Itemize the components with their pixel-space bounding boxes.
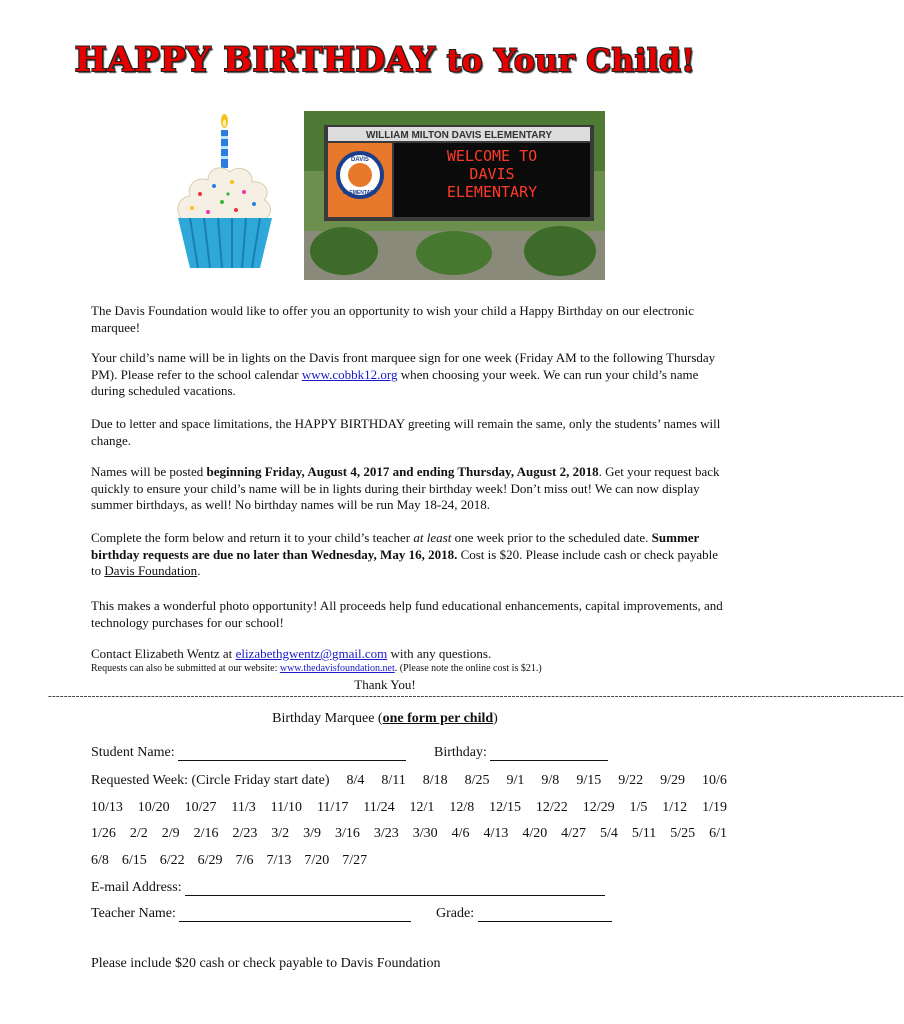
paragraph-website-text-a: Requests can also be submitted at our website: — [91, 663, 280, 674]
paragraph-contact — [91, 646, 731, 663]
week-option[interactable]: 9/29 — [660, 773, 685, 788]
week-option[interactable]: 2/2 — [129, 826, 148, 841]
teacher-row — [91, 906, 411, 922]
week-option[interactable]: 4/20 — [522, 826, 548, 841]
week-option[interactable]: 10/27 — [184, 800, 217, 815]
paragraph-contact-text-a: Contact Elizabeth Wentz at — [91, 646, 236, 661]
week-option[interactable]: 8/4 — [346, 773, 365, 788]
week-option[interactable]: 10/6 — [701, 773, 727, 788]
week-option[interactable]: 9/22 — [618, 773, 644, 788]
grade-row — [436, 906, 612, 922]
teacher-label: Teacher Name: — [91, 906, 176, 921]
week-row-4 — [91, 853, 727, 869]
week-option[interactable]: 12/8 — [449, 800, 475, 815]
week-option[interactable]: 7/6 — [235, 853, 254, 868]
week-row-2 — [91, 800, 727, 816]
week-option[interactable]: 8/25 — [464, 773, 490, 788]
week-option[interactable]: 6/8 — [91, 853, 109, 868]
week-option[interactable]: 8/18 — [422, 773, 448, 788]
week-option[interactable]: 5/25 — [670, 826, 696, 841]
birthday-row — [434, 745, 608, 761]
paragraph-dates-text-a: Names will be posted — [91, 464, 207, 479]
week-option[interactable]: 7/13 — [266, 853, 292, 868]
birthday-field[interactable] — [490, 746, 608, 761]
cobbk12-link[interactable]: www.cobbk12.org — [301, 366, 398, 382]
title-happy-birthday: HAPPY BIRTHDAY — [74, 40, 436, 80]
paragraph-instructions-payee: Davis Foundation — [104, 563, 198, 578]
week-option[interactable]: 4/27 — [561, 826, 587, 841]
requested-week-label: Requested Week: (Circle Friday start date) — [91, 773, 330, 788]
week-option[interactable]: 3/9 — [303, 826, 322, 841]
student-name-row — [91, 745, 406, 761]
week-option[interactable]: 1/12 — [662, 800, 688, 815]
frosting-shape — [178, 168, 271, 220]
week-option[interactable]: 5/4 — [600, 826, 618, 841]
email-row — [91, 880, 605, 896]
page-title — [0, 40, 770, 80]
form-title-underlined: one form per child — [382, 711, 494, 726]
form-title-text-a: Birthday Marquee ( — [272, 711, 383, 726]
paragraph-instructions-text-c: Cost is $20. Please include cash or check payable to — [91, 546, 718, 578]
week-option[interactable]: 4/6 — [451, 826, 470, 841]
sign-led-line-3: ELEMENTARY — [446, 183, 538, 201]
sign-led-line-1: WELCOME TO — [446, 147, 538, 165]
paragraph-website — [91, 662, 731, 675]
paragraph-lights — [91, 350, 731, 400]
paragraph-instructions — [91, 530, 731, 580]
week-option[interactable]: 1/5 — [629, 800, 648, 815]
cupcake-image — [170, 112, 280, 272]
paragraph-website-text-b: . (Please note the online cost is $21.) — [394, 663, 542, 674]
paragraph-photo-opportunity: This makes a wonderful photo opportunity! All proceeds help fund educational enhancements, capital improvements, and technology purchases for our school! — [91, 598, 723, 630]
marquee-sign-photo — [304, 111, 605, 280]
paragraph-dates-text-b: . Get your request back quickly to ensure your child’s name will be in lights during their birthday week! Don’t miss out! We can now display summer birthdays, as well! No birthday names will be run May 18-24, 2018. — [91, 464, 720, 512]
week-option[interactable]: 3/30 — [412, 826, 438, 841]
paragraph-lights-text-b: when choosing your week. We can run your child’s name during scheduled vacations. — [91, 366, 699, 398]
week-row-3 — [91, 826, 727, 842]
week-option[interactable]: 6/1 — [709, 826, 727, 841]
week-option[interactable]: 2/16 — [193, 826, 219, 841]
week-row-1 — [91, 773, 727, 789]
week-option[interactable]: 7/27 — [342, 853, 368, 868]
thank-you-text: Thank You! — [354, 677, 416, 692]
week-option[interactable]: 10/13 — [91, 800, 123, 815]
paragraph-instructions-text-b: one week prior to the scheduled date. — [451, 530, 652, 545]
week-option[interactable]: 3/2 — [271, 826, 290, 841]
week-option[interactable]: 1/26 — [91, 826, 116, 841]
paragraph-lights-text-a: Your child’s name will be in lights on the Davis front marquee sign for one week (Friday AM to the following Thursday PM). Please refer to the school calendar — [91, 350, 716, 382]
paragraph-instructions-text-a: Complete the form below and return it to your child’s teacher — [91, 530, 414, 545]
week-option[interactable]: 9/1 — [506, 773, 525, 788]
paragraph-dates-bold: beginning Friday, August 4, 2017 and ending Thursday, August 2, 2018 — [206, 464, 599, 479]
form-title-text-b: ) — [493, 711, 498, 726]
teacher-field[interactable] — [179, 907, 411, 922]
week-option[interactable]: 9/15 — [576, 773, 602, 788]
paragraph-instructions-text-d: . — [197, 563, 201, 578]
logo-top-text: DAVIS — [351, 157, 369, 163]
week-option[interactable]: 6/15 — [121, 853, 147, 868]
week-option[interactable]: 6/29 — [197, 853, 223, 868]
week-option[interactable]: 3/16 — [335, 826, 360, 841]
week-option[interactable]: 11/24 — [363, 800, 395, 815]
birthday-label: Birthday: — [434, 745, 487, 760]
sign-header: WILLIAM MILTON DAVIS ELEMENTARY — [365, 130, 553, 141]
week-option[interactable]: 1/19 — [702, 800, 727, 815]
form-title — [0, 711, 770, 727]
email-label: E-mail Address: — [91, 880, 182, 895]
week-option[interactable]: 11/17 — [316, 800, 349, 815]
week-option[interactable]: 2/23 — [232, 826, 258, 841]
paragraph-dates — [91, 464, 731, 514]
week-option[interactable]: 12/22 — [535, 800, 568, 815]
website-link[interactable]: www.thedavisfoundation.net — [279, 663, 395, 674]
email-field[interactable] — [185, 881, 605, 896]
grade-field[interactable] — [478, 907, 612, 922]
week-option[interactable]: 12/1 — [409, 800, 435, 815]
paragraph-instructions-bold: Summer birthday requests are due no later than Wednesday, May 16, 2018. — [91, 530, 700, 562]
paragraph-instructions-italic: at least — [413, 530, 452, 545]
paragraph-contact-text-b: with any questions. — [387, 646, 492, 661]
week-option[interactable]: 4/13 — [483, 826, 509, 841]
week-option[interactable]: 12/29 — [582, 800, 615, 815]
week-option[interactable]: 9/8 — [541, 773, 560, 788]
paragraph-limitations: Due to letter and space limitations, the HAPPY BIRTHDAY greeting will remain the same, only the students’ names will change. — [91, 416, 721, 448]
week-option[interactable]: 2/9 — [161, 826, 180, 841]
week-option[interactable]: 7/20 — [304, 853, 330, 868]
week-option[interactable]: 10/20 — [137, 800, 170, 815]
week-option[interactable]: 8/11 — [381, 773, 406, 788]
week-option[interactable]: 5/11 — [631, 826, 657, 841]
paragraph-intro: The Davis Foundation would like to offer you an opportunity to wish your child a Happy Birthday on our electronic marquee! — [91, 303, 695, 335]
footer-note: Please include $20 cash or check payable to Davis Foundation — [91, 956, 441, 971]
week-option[interactable]: 11/3 — [231, 800, 256, 815]
student-name-field[interactable] — [178, 746, 406, 761]
week-option[interactable]: 11/10 — [270, 800, 303, 815]
sign-led-line-2: DAVIS — [469, 165, 515, 183]
title-to-your-child: to Your Child! — [435, 43, 696, 79]
week-option[interactable]: 6/22 — [159, 853, 185, 868]
grade-label: Grade: — [436, 906, 475, 921]
email-link[interactable]: elizabethgwentz@gmail.com — [235, 646, 388, 661]
student-name-label: Student Name: — [91, 745, 175, 760]
week-option[interactable]: 12/15 — [489, 800, 521, 815]
cut-line-divider: ------------------------------------------------------------------------------------------------------------------------------------------------------------------------------------------------------------------------ — [48, 690, 904, 702]
logo-bottom-text: ELEMENTARY — [343, 190, 377, 196]
week-option[interactable]: 3/23 — [373, 826, 399, 841]
